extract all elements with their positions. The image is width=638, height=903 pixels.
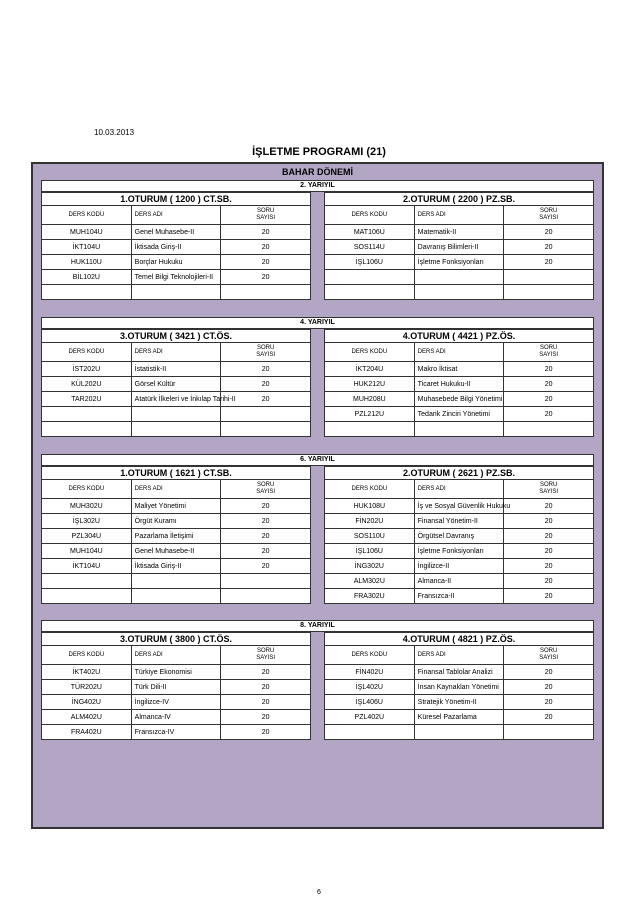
table-row: [42, 270, 311, 285]
question-count: [504, 725, 594, 740]
course-name: Matematik-II: [414, 225, 504, 240]
table-row: [42, 377, 311, 392]
year-label: 6. YARIYIL: [41, 454, 594, 466]
question-count: 20: [221, 392, 311, 407]
column-header-count: [221, 343, 311, 362]
course-name: Davranış Bilimleri-II: [414, 240, 504, 255]
table-row: [325, 710, 594, 725]
course-name: [414, 422, 504, 437]
course-name: Borçlar Hukuku: [131, 255, 221, 270]
table-row: [42, 392, 311, 407]
table-row: [42, 695, 311, 710]
question-count: [221, 407, 311, 422]
table-row: [325, 255, 594, 270]
table-row: [42, 529, 311, 544]
course-code: MUH104U: [42, 544, 132, 559]
question-count: 20: [504, 544, 594, 559]
table-row: [325, 499, 594, 514]
question-count: 20: [221, 559, 311, 574]
table-row: [325, 270, 594, 285]
table-row: [42, 589, 311, 604]
column-header-count-line1: SORU: [256, 345, 275, 351]
course-code: İŞL406U: [325, 695, 415, 710]
table-row: [325, 529, 594, 544]
question-count: 20: [221, 695, 311, 710]
course-code: İNG402U: [42, 695, 132, 710]
question-count: 20: [504, 574, 594, 589]
table-row: [325, 240, 594, 255]
table-row: [42, 680, 311, 695]
table-row: [325, 407, 594, 422]
column-header-count-line2: SAYISI: [539, 215, 559, 221]
question-count: [221, 285, 311, 300]
session-title: 3.OTURUM ( 3800 ) CT.ÖS.: [42, 633, 311, 646]
table-row: [325, 285, 594, 300]
question-count: 20: [504, 407, 594, 422]
question-count: 20: [504, 680, 594, 695]
table-row: [325, 665, 594, 680]
course-code: [42, 589, 132, 604]
right-session-table: [324, 192, 594, 300]
question-count: 20: [504, 514, 594, 529]
column-header-code: DERS KODU: [42, 343, 132, 362]
column-header-count: [504, 646, 594, 665]
column-header-name: DERS ADI: [131, 480, 221, 499]
question-count: 20: [221, 499, 311, 514]
question-count: 20: [504, 225, 594, 240]
column-header-count-line1: SORU: [539, 482, 558, 488]
course-name: Finansal Yönetim-II: [414, 514, 504, 529]
course-code: [42, 407, 132, 422]
course-name: Fransızca-II: [414, 589, 504, 604]
course-code: İKT204U: [325, 362, 415, 377]
table-row: [42, 710, 311, 725]
course-name: [131, 574, 221, 589]
right-session-table: [324, 632, 594, 740]
question-count: 20: [504, 665, 594, 680]
column-header-count-line2: SAYISI: [256, 655, 276, 661]
question-count: 20: [504, 240, 594, 255]
table-row: [42, 725, 311, 740]
course-code: TÜR202U: [42, 680, 132, 695]
column-header-count-line1: SORU: [256, 208, 275, 214]
question-count: 20: [504, 392, 594, 407]
question-count: 20: [221, 514, 311, 529]
course-code: [42, 422, 132, 437]
course-name: Türkiye Ekonomisi: [131, 665, 221, 680]
course-code: İST202U: [42, 362, 132, 377]
question-count: 20: [221, 710, 311, 725]
question-count: 20: [504, 559, 594, 574]
table-row: [325, 680, 594, 695]
column-header-count-line2: SAYISI: [256, 352, 276, 358]
course-code: FİN202U: [325, 514, 415, 529]
column-header-count: [221, 206, 311, 225]
document-date: 10.03.2013: [94, 128, 135, 137]
question-count: 20: [221, 255, 311, 270]
course-code: İNG302U: [325, 559, 415, 574]
course-code: İŞL106U: [325, 255, 415, 270]
course-name: İktisada Giriş-II: [131, 240, 221, 255]
session-title: 3.OTURUM ( 3421 ) CT.ÖS.: [42, 330, 311, 343]
course-code: [42, 285, 132, 300]
table-row: [42, 255, 311, 270]
course-name: [131, 407, 221, 422]
course-name: İngilizce-II: [414, 559, 504, 574]
column-header-count: [504, 480, 594, 499]
course-code: FRA402U: [42, 725, 132, 740]
year-label: 4. YARIYIL: [41, 317, 594, 329]
question-count: 20: [221, 377, 311, 392]
course-name: Muhasebede Bilgi Yönetimi: [414, 392, 504, 407]
course-name: [131, 589, 221, 604]
column-header-name: DERS ADI: [414, 646, 504, 665]
column-header-count-line1: SORU: [539, 648, 558, 654]
question-count: 20: [504, 362, 594, 377]
course-code: FİN402U: [325, 665, 415, 680]
table-row: [42, 225, 311, 240]
column-header-name: DERS ADI: [131, 646, 221, 665]
column-header-count-line1: SORU: [539, 345, 558, 351]
course-name: İşletme Fonksiyonları: [414, 255, 504, 270]
column-header-count-line1: SORU: [256, 648, 275, 654]
course-code: MAT106U: [325, 225, 415, 240]
course-code: MUH302U: [42, 499, 132, 514]
course-code: MUH104U: [42, 225, 132, 240]
table-row: [42, 362, 311, 377]
left-session-table: [41, 329, 311, 437]
course-name: Ticaret Hukuku-II: [414, 377, 504, 392]
course-code: İKT402U: [42, 665, 132, 680]
course-name: Tedarik Zinciri Yönetimi: [414, 407, 504, 422]
column-header-name: DERS ADI: [414, 343, 504, 362]
column-header-count-line1: SORU: [539, 208, 558, 214]
right-session-table: [324, 329, 594, 437]
table-row: [325, 377, 594, 392]
course-code: İŞL106U: [325, 544, 415, 559]
column-header-count-line1: SORU: [256, 482, 275, 488]
column-header-name: DERS ADI: [414, 480, 504, 499]
table-row: [42, 240, 311, 255]
course-code: [325, 285, 415, 300]
course-name: Örgüt Kuramı: [131, 514, 221, 529]
column-header-code: DERS KODU: [42, 206, 132, 225]
table-row: [42, 407, 311, 422]
question-count: 20: [221, 225, 311, 240]
schedule-frame: [31, 162, 604, 829]
column-header-count-line2: SAYISI: [539, 655, 559, 661]
question-count: 20: [504, 710, 594, 725]
column-header-count: [504, 343, 594, 362]
question-count: 20: [504, 529, 594, 544]
column-header-count-line2: SAYISI: [256, 215, 276, 221]
table-row: [42, 422, 311, 437]
session-title: 1.OTURUM ( 1621 ) CT.SB.: [42, 467, 311, 480]
page-number: 6: [317, 889, 321, 896]
course-name: Türk Dili-II: [131, 680, 221, 695]
term-title: BAHAR DÖNEMİ: [282, 167, 353, 177]
table-row: [325, 589, 594, 604]
course-name: Görsel Kültür: [131, 377, 221, 392]
question-count: 20: [221, 680, 311, 695]
course-name: Makro İktisat: [414, 362, 504, 377]
course-name: Fransızca-IV: [131, 725, 221, 740]
question-count: [221, 589, 311, 604]
course-code: HUK212U: [325, 377, 415, 392]
left-session-table: [41, 192, 311, 300]
question-count: 20: [221, 544, 311, 559]
course-name: Genel Muhasebe-II: [131, 225, 221, 240]
column-header-code: DERS KODU: [325, 206, 415, 225]
course-name: İnsan Kaynakları Yönetimi: [414, 680, 504, 695]
course-name: Atatürk İlkeleri ve İnkılap Tarihi-II: [131, 392, 221, 407]
question-count: 20: [221, 362, 311, 377]
course-code: MUH208U: [325, 392, 415, 407]
column-header-code: DERS KODU: [325, 343, 415, 362]
session-title: 2.OTURUM ( 2200 ) PZ.SB.: [325, 193, 594, 206]
year-block: [41, 620, 594, 785]
year-label: 8. YARIYIL: [41, 620, 594, 632]
course-name: İktisada Giriş-II: [131, 559, 221, 574]
course-name: Pazarlama İletişimi: [131, 529, 221, 544]
course-code: İŞL402U: [325, 680, 415, 695]
session-title: 4.OTURUM ( 4821 ) PZ.ÖS.: [325, 633, 594, 646]
question-count: 20: [504, 255, 594, 270]
course-name: [414, 725, 504, 740]
course-name: Örgütsel Davranış: [414, 529, 504, 544]
table-row: [325, 725, 594, 740]
column-header-count-line2: SAYISI: [539, 489, 559, 495]
left-session-table: [41, 632, 311, 740]
column-header-code: DERS KODU: [325, 480, 415, 499]
question-count: 20: [504, 377, 594, 392]
right-session-table: [324, 466, 594, 604]
table-row: [42, 574, 311, 589]
course-name: Finansal Tablolar Analizi: [414, 665, 504, 680]
question-count: [504, 270, 594, 285]
column-header-count: [221, 480, 311, 499]
table-row: [42, 285, 311, 300]
column-header-name: DERS ADI: [414, 206, 504, 225]
course-name: Almanca-IV: [131, 710, 221, 725]
table-row: [42, 544, 311, 559]
table-row: [325, 574, 594, 589]
course-code: İKT104U: [42, 240, 132, 255]
course-name: Stratejik Yönetim-II: [414, 695, 504, 710]
question-count: [221, 574, 311, 589]
question-count: [504, 285, 594, 300]
course-code: TAR202U: [42, 392, 132, 407]
table-row: [42, 665, 311, 680]
column-header-name: DERS ADI: [131, 343, 221, 362]
course-code: ALM402U: [42, 710, 132, 725]
table-row: [325, 225, 594, 240]
column-header-code: DERS KODU: [42, 480, 132, 499]
question-count: 20: [221, 529, 311, 544]
course-name: [414, 285, 504, 300]
course-code: SOS110U: [325, 529, 415, 544]
course-name: İş ve Sosyal Güvenlik Hukuku: [414, 499, 504, 514]
year-block: [41, 317, 594, 454]
column-header-count: [504, 206, 594, 225]
question-count: 20: [504, 695, 594, 710]
course-name: Küresel Pazarlama: [414, 710, 504, 725]
course-name: İşletme Fonksiyonları: [414, 544, 504, 559]
course-name: İngilizce-IV: [131, 695, 221, 710]
column-header-count-line2: SAYISI: [256, 489, 276, 495]
table-row: [325, 695, 594, 710]
table-row: [325, 422, 594, 437]
course-name: [414, 270, 504, 285]
course-code: [325, 725, 415, 740]
course-code: ALM302U: [325, 574, 415, 589]
session-title: 1.OTURUM ( 1200 ) CT.SB.: [42, 193, 311, 206]
course-code: HUK110U: [42, 255, 132, 270]
course-code: KÜL202U: [42, 377, 132, 392]
course-code: FRA302U: [325, 589, 415, 604]
course-name: [131, 285, 221, 300]
table-row: [42, 514, 311, 529]
course-name: [131, 422, 221, 437]
course-code: SOS114U: [325, 240, 415, 255]
column-header-count-line2: SAYISI: [539, 352, 559, 358]
table-row: [325, 514, 594, 529]
question-count: [221, 422, 311, 437]
course-code: BİL102U: [42, 270, 132, 285]
table-row: [325, 544, 594, 559]
year-block: [41, 454, 594, 620]
course-code: PZL304U: [42, 529, 132, 544]
table-row: [42, 559, 311, 574]
session-title: 4.OTURUM ( 4421 ) PZ.ÖS.: [325, 330, 594, 343]
table-row: [42, 499, 311, 514]
year-label: 2. YARIYIL: [41, 180, 594, 192]
course-code: PZL402U: [325, 710, 415, 725]
column-header-code: DERS KODU: [42, 646, 132, 665]
session-title: 2.OTURUM ( 2621 ) PZ.SB.: [325, 467, 594, 480]
question-count: 20: [504, 589, 594, 604]
course-code: İŞL302U: [42, 514, 132, 529]
column-header-code: DERS KODU: [325, 646, 415, 665]
course-name: İstatistik-II: [131, 362, 221, 377]
course-name: Maliyet Yönetimi: [131, 499, 221, 514]
question-count: 20: [221, 240, 311, 255]
table-row: [325, 392, 594, 407]
column-header-name: DERS ADI: [131, 206, 221, 225]
course-code: [325, 422, 415, 437]
question-count: 20: [221, 725, 311, 740]
table-row: [325, 362, 594, 377]
course-code: PZL212U: [325, 407, 415, 422]
table-row: [325, 559, 594, 574]
page-title: İŞLETME PROGRAMI (21): [252, 146, 386, 158]
question-count: [504, 422, 594, 437]
question-count: 20: [221, 270, 311, 285]
course-code: [325, 270, 415, 285]
course-name: Temel Bilgi Teknolojileri-II: [131, 270, 221, 285]
column-header-count: [221, 646, 311, 665]
year-block: [41, 180, 594, 317]
course-name: Genel Muhasebe-II: [131, 544, 221, 559]
question-count: 20: [221, 665, 311, 680]
course-code: [42, 574, 132, 589]
left-session-table: [41, 466, 311, 604]
course-code: HUK108U: [325, 499, 415, 514]
course-name: Almanca-II: [414, 574, 504, 589]
course-code: İKT104U: [42, 559, 132, 574]
question-count: 20: [504, 499, 594, 514]
